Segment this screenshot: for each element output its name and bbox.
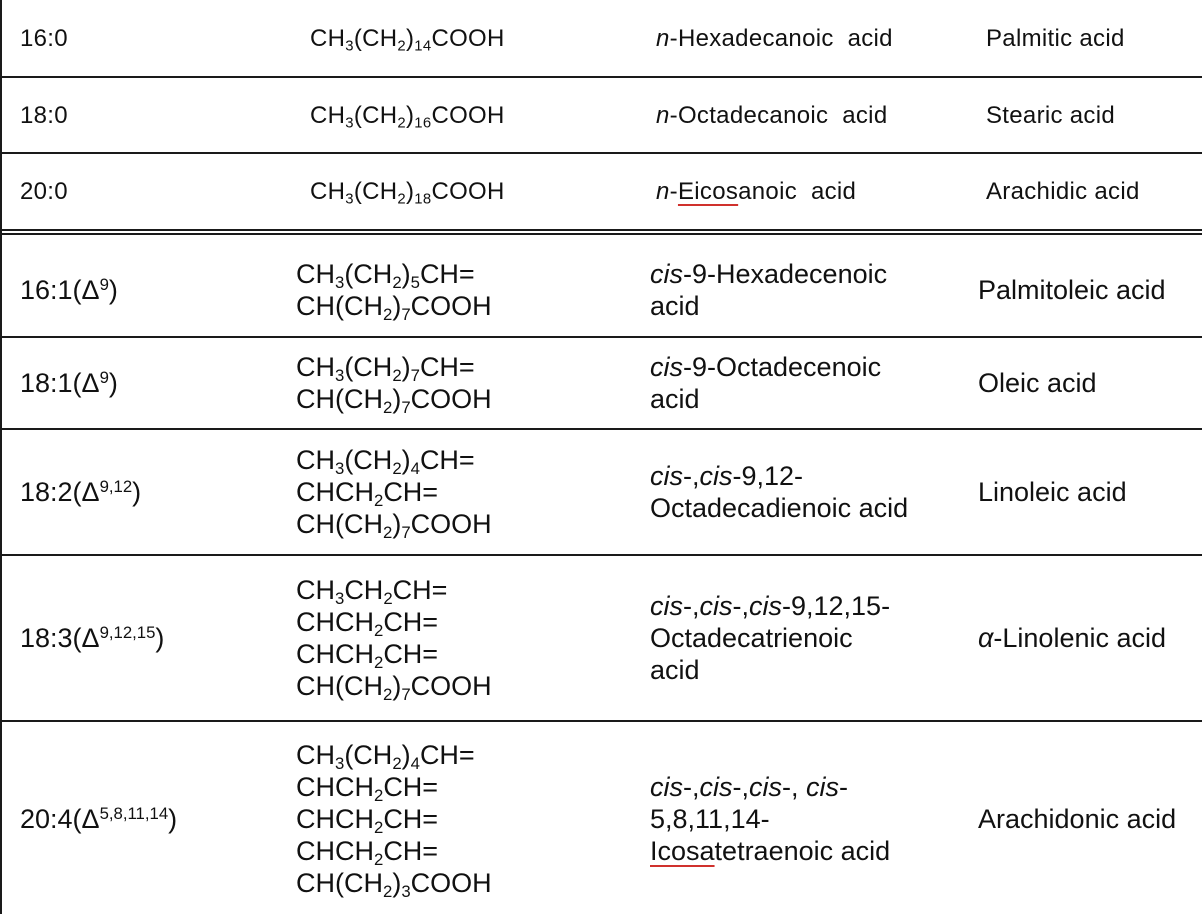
cell-systematic-name: n-Hexadecanoic acid	[656, 25, 893, 52]
cell-common-name: α-Linolenic acid	[978, 623, 1167, 653]
cell-notation: $18:2(\Delta^{9,12})$	[20, 476, 142, 507]
cell-structure: $CH_3(CH_2)_{18}COOH$	[310, 178, 505, 208]
cell-structure: $CH_3CH_2CH=$ $CHCH_2CH=$ $CHCH_2CH=$ $CH(CH_2)_7COOH$	[296, 575, 492, 705]
cell-systematic-name: cis-,cis-,cis-9,12,15- Octadecatrienoic acid	[650, 591, 891, 685]
table-row	[0, 76, 1202, 154]
cell-notation: $18:3(\Delta^{9,12,15})$	[20, 622, 165, 653]
table-row	[0, 0, 1202, 78]
table-row	[0, 428, 1202, 554]
cell-systematic-name: cis-,cis-9,12- Octadecadienoic acid	[650, 461, 909, 523]
cell-systematic-name: cis-,cis-,cis-, cis- 5,8,11,14- Icosatetraenoic acid	[650, 772, 891, 866]
cell-systematic-name: n-Eicosanoic acid	[656, 178, 857, 205]
cell-common-name: Stearic acid	[986, 102, 1115, 129]
cell-systematic-name: n-Octadecanoic acid	[656, 102, 888, 129]
cell-structure: $CH_3(CH_2)_4CH=$ $CHCH_2CH=$ $CHCH_2CH=$ $CHCH_2CH=$ $CH(CH_2)_3COOH$	[296, 740, 492, 902]
cell-common-name: Palmitic acid	[986, 25, 1125, 52]
cell-structure: $CH_3(CH_2)_5CH=$ $CH(CH_2)_7COOH$	[296, 259, 492, 325]
table-row	[0, 336, 1202, 428]
cell-systematic-name: cis-9-Hexadecenoic acid	[650, 259, 888, 321]
cell-structure: $CH_3(CH_2)_{14}COOH$	[310, 25, 505, 55]
cell-common-name: Palmitoleic acid	[978, 275, 1166, 305]
table-row	[0, 152, 1202, 230]
table-row	[0, 720, 1202, 916]
cell-common-name: Oleic acid	[978, 368, 1097, 398]
cell-common-name: Arachidonic acid	[978, 804, 1177, 834]
table-row	[0, 554, 1202, 720]
cell-notation: $20:4(\Delta^{5,8,11,14})$	[20, 803, 178, 834]
cell-structure: $CH_3(CH_2)_{16}COOH$	[310, 102, 505, 132]
cell-structure: $CH_3(CH_2)_4CH=$ $CHCH_2CH=$ $CH(CH_2)_7COOH$	[296, 445, 492, 543]
cell-common-name: Arachidic acid	[986, 178, 1140, 205]
cell-systematic-name: cis-9-Octadecenoic acid	[650, 352, 882, 414]
cell-notation: 20:0	[20, 178, 68, 205]
cell-notation: 18:0	[20, 102, 68, 129]
cell-notation: $18:1(\Delta^9)$	[20, 367, 118, 398]
section-divider	[0, 229, 1202, 235]
table-row	[0, 244, 1202, 336]
cell-structure: $CH_3(CH_2)_7CH=$ $CH(CH_2)_7COOH$	[296, 352, 492, 418]
cell-notation: 16:0	[20, 25, 68, 52]
cell-common-name: Linoleic acid	[978, 477, 1127, 507]
cell-notation: $16:1(\Delta^9)$	[20, 274, 118, 305]
